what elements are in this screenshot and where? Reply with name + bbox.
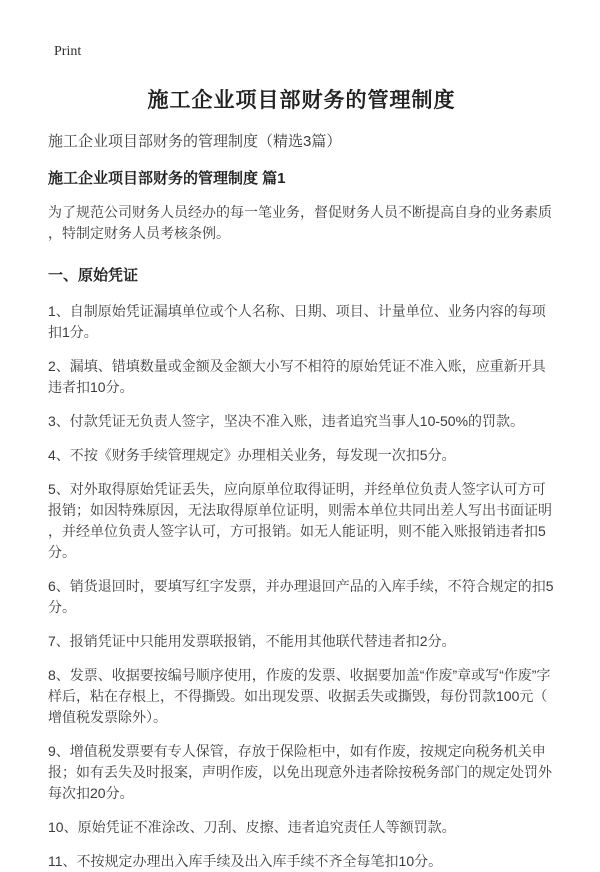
section-heading-original-vouchers: 一、原始凭证 (48, 267, 139, 284)
rule-item-9: 9、增值税发票要有专人保管，存放于保险柜中，如有作废，按规定向税务机关申报；如有丢失及时报案，声明作废，以免出现意外违者除按税务部门的规定处罚外每次扣20分。 (48, 743, 552, 801)
part-1-heading: 施工企业项目部财务的管理制度 篇1 (48, 170, 286, 187)
rule-item-10: 10、原始凭证不准涂改、刀刮、皮擦、违者追究责任人等额罚款。 (48, 819, 456, 835)
rule-item-2: 2、漏填、错填数量或金额及金额大小写不相符的原始凭证不准入账，应重新开具违者扣10分。 (48, 358, 546, 395)
page-title: 施工企业项目部财务的管理制度 (147, 89, 456, 112)
rule-item-3: 3、付款凭证无负责人签字，坚决不准入账，违者追究当事人10-50%的罚款。 (48, 413, 525, 429)
print-link[interactable]: Print (54, 44, 82, 59)
rule-item-11: 11、不按规定办理出入库手续及出入库手续不齐全每笔扣10分。 (48, 853, 443, 869)
rule-item-6: 6、销货退回时，要填写红字发票，并办理退回产品的入库手续，不符合规定的扣5分。 (48, 578, 554, 615)
rule-item-1: 1、自制原始凭证漏填单位或个人名称、日期、项目、计量单位、业务内容的每项扣1分。 (48, 303, 546, 340)
rule-list (48, 301, 555, 872)
rule-item-5: 5、对外取得原始凭证丢失，应向原单位取得证明，并经单位负责人签字认可方可报销；如因特殊原因，无法取得原单位证明，则需本单位共同出差人写出书面证明，并经单位负责人签字认可，方可报销。如无人能证明，则不能入账报销违者扣5分。 (48, 481, 552, 560)
rule-item-8: 8、发票、收据要按编号顺序使用，作废的发票、收据要加盖“作废”章或写“作废”字样后，粘在存根上，不得撕毁。如出现发票、收据丢失或撕毁，每份罚款100元（增值税发票除外）。 (48, 667, 551, 725)
doc-subtitle: 施工企业项目部财务的管理制度（精选3篇） (48, 133, 342, 150)
intro-paragraph: 为了规范公司财务人员经办的每一笔业务，督促财务人员不断提高自身的业务素质，特制定财务人员考核条例。 (48, 204, 552, 241)
rule-item-4: 4、不按《财务手续管理规定》办理相关业务，每发现一次扣5分。 (48, 447, 456, 463)
rule-item-7: 7、报销凭证中只能用发票联报销，不能用其他联代替违者扣2分。 (48, 633, 456, 649)
